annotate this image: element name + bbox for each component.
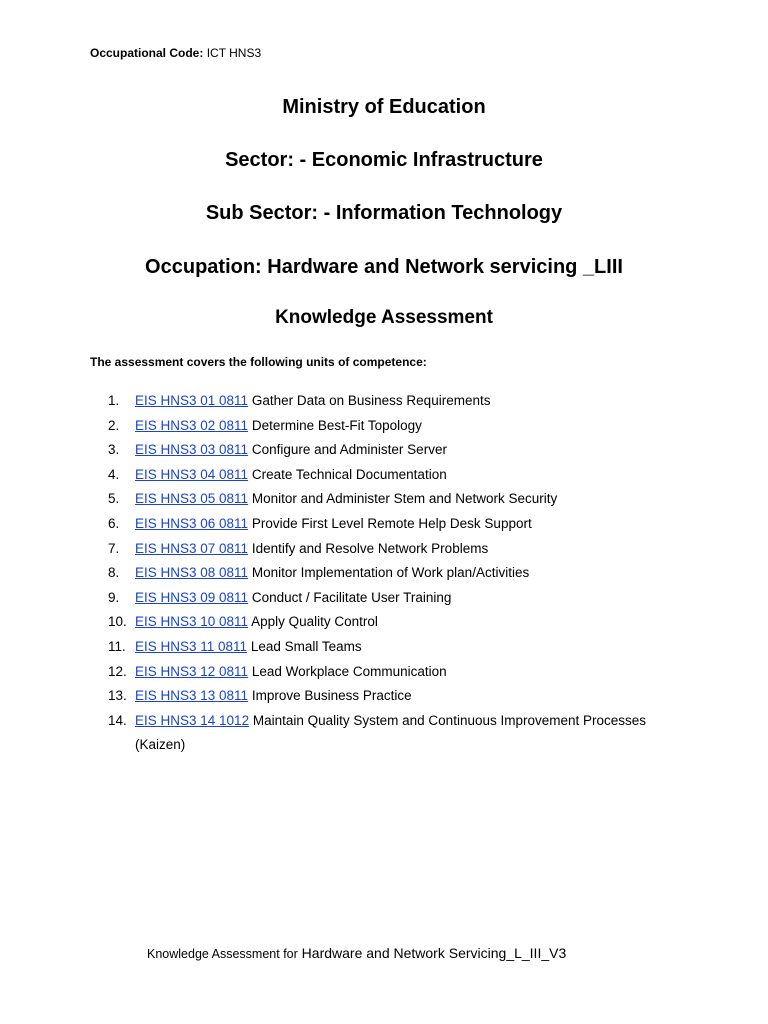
list-item xyxy=(0,660,768,685)
unit-code-link[interactable]: EIS HNS3 06 0811 xyxy=(135,515,249,531)
unit-title: Maintain Quality System and Continuous Improvement Processes (Kaizen) xyxy=(135,712,647,753)
unit-title: Improve Business Practice xyxy=(251,688,412,704)
list-item xyxy=(0,709,768,758)
footer-title: Hardware and Network Servicing_L_III_V3 xyxy=(301,945,567,961)
list-item xyxy=(0,635,768,660)
unit-code-link[interactable]: EIS HNS3 02 0811 xyxy=(135,417,249,433)
unit-code-link[interactable]: EIS HNS3 11 0811 xyxy=(135,638,248,654)
unit-title: Conduct / Facilitate User Training xyxy=(251,589,452,605)
unit-title: Monitor Implementation of Work plan/Activities xyxy=(251,565,530,581)
unit-title: Determine Best-Fit Topology xyxy=(251,417,422,433)
unit-code-link[interactable]: EIS HNS3 03 0811 xyxy=(135,442,249,458)
list-item-number: 4. xyxy=(108,466,120,482)
unit-title: Configure and Administer Server xyxy=(251,442,447,458)
unit-title: Gather Data on Business Requirements xyxy=(251,393,491,408)
occupational-code xyxy=(90,46,261,60)
unit-code-link[interactable]: EIS HNS3 07 0811 xyxy=(135,540,249,556)
list-item-number: 7. xyxy=(108,540,120,556)
list-item xyxy=(0,537,768,562)
list-item xyxy=(0,414,768,439)
units-intro: The assessment covers the following units of competence: xyxy=(90,355,427,369)
list-item-number: 14. xyxy=(108,712,127,728)
list-item xyxy=(0,438,768,463)
sector-title: Sector: - Economic Infrastructure xyxy=(225,149,543,171)
list-item-number: 8. xyxy=(108,565,120,581)
ministry-title: Ministry of Education xyxy=(282,96,486,118)
unit-code-link[interactable]: EIS HNS3 08 0811 xyxy=(135,565,249,581)
list-item xyxy=(0,512,768,537)
list-item xyxy=(0,586,768,611)
unit-title: Lead Workplace Communication xyxy=(251,663,447,679)
sub-sector-title: Sub Sector: - Information Technology xyxy=(205,202,563,224)
list-item-number: 2. xyxy=(108,417,120,433)
footer-lead: Knowledge Assessment for xyxy=(147,947,298,961)
unit-title: Monitor and Administer Stem and Network Security xyxy=(251,491,558,507)
list-item xyxy=(0,684,768,709)
page-footer xyxy=(147,945,566,961)
list-item-number: 6. xyxy=(108,515,120,531)
list-item xyxy=(0,561,768,586)
unit-code-link[interactable]: EIS HNS3 09 0811 xyxy=(135,589,249,605)
unit-title: Identify and Resolve Network Problems xyxy=(251,540,489,556)
unit-code-link[interactable]: EIS HNS3 13 0811 xyxy=(135,688,249,704)
list-item xyxy=(0,487,768,512)
unit-code-link[interactable]: EIS HNS3 10 0811 xyxy=(135,614,249,630)
unit-title: Lead Small Teams xyxy=(250,638,362,654)
list-item-number: 5. xyxy=(108,491,120,507)
occupational-code-label: Occupational Code: xyxy=(90,46,204,60)
list-item xyxy=(0,463,768,488)
list-item-number: 3. xyxy=(108,442,120,458)
unit-title: Create Technical Documentation xyxy=(251,466,447,482)
list-item-number: 1. xyxy=(108,393,120,408)
list-item xyxy=(0,389,768,414)
unit-code-link[interactable]: EIS HNS3 04 0811 xyxy=(135,466,249,482)
list-item-number: 9. xyxy=(108,589,120,605)
list-item-number: 13. xyxy=(108,688,127,704)
unit-title: Provide First Level Remote Help Desk Support xyxy=(251,515,532,531)
list-item-number: 12. xyxy=(108,663,127,679)
units-of-competence-list xyxy=(0,389,768,758)
unit-code-link[interactable]: EIS HNS3 01 0811 xyxy=(135,393,249,408)
list-item-number: 11. xyxy=(108,638,126,654)
unit-title: Apply Quality Control xyxy=(251,614,378,630)
list-item xyxy=(0,610,768,635)
occupation-title: Occupation: Hardware and Network servicing _LIII xyxy=(145,256,623,278)
unit-code-link[interactable]: EIS HNS3 12 0811 xyxy=(135,663,249,679)
occupational-code-value: ICT HNS3 xyxy=(206,46,262,60)
assessment-title: Knowledge Assessment xyxy=(275,307,493,328)
unit-code-link[interactable]: EIS HNS3 14 1012 xyxy=(135,712,250,728)
unit-code-link[interactable]: EIS HNS3 05 0811 xyxy=(135,491,249,507)
list-item-number: 10. xyxy=(108,614,127,630)
